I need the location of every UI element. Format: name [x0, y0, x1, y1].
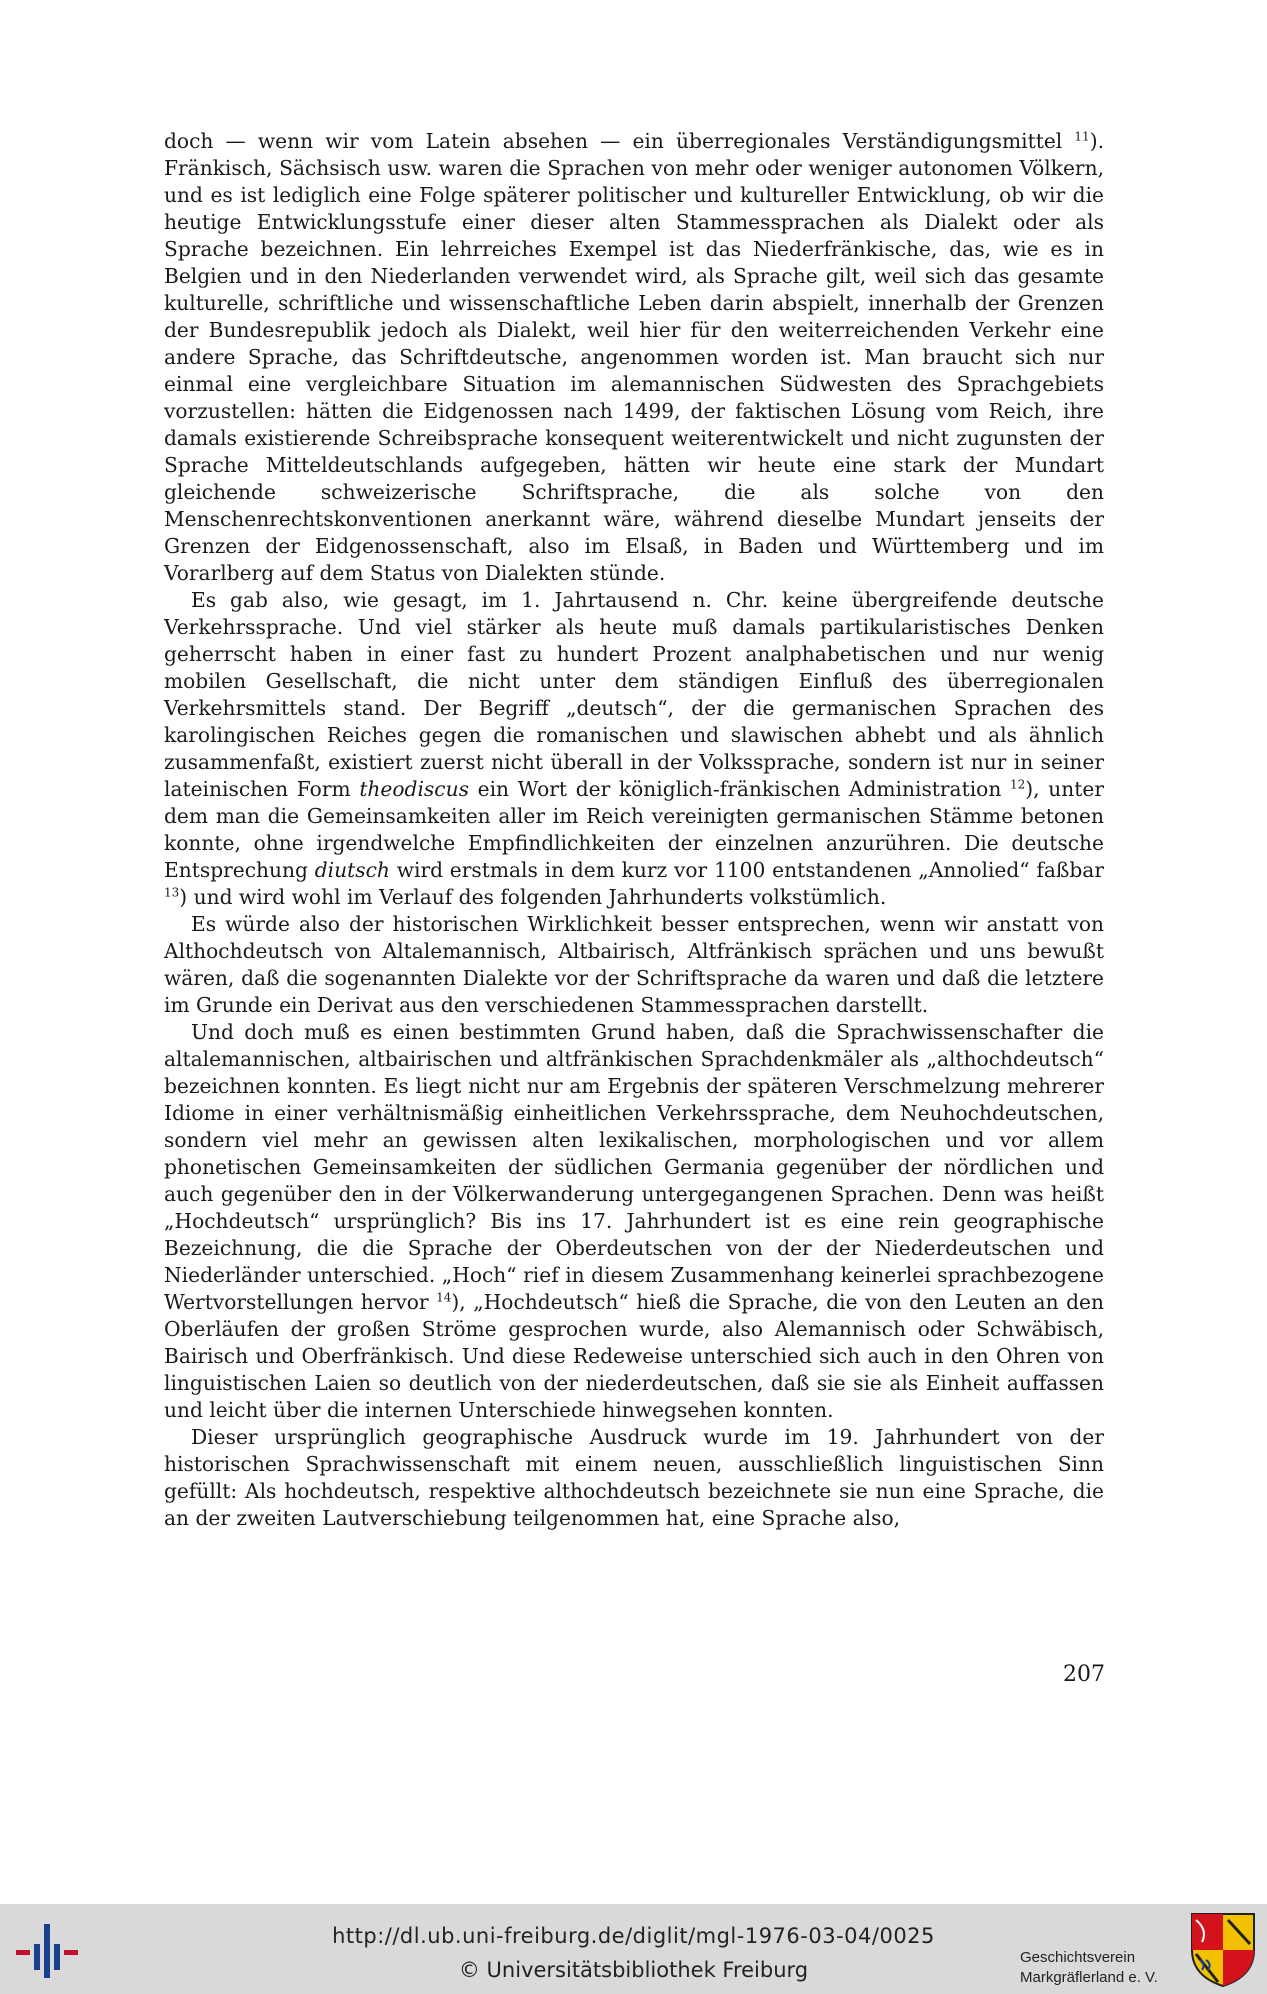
- paragraph: Dieser ursprünglich geographische Ausdruck wurde im 19. Jahrhundert von der historischen Sprachwissenschaft mit einem neuen, ausschließlich linguistischen Sinn gefüllt: Als hochdeutsch, respektive althochdeutsch bezeichnete sie nun eine Sprache, die an der zweiten Lautverschiebung teilgenommen hat, eine Sprache also,: [164, 1425, 1104, 1530]
- society-name-line2: Markgräflerland e. V.: [1020, 1969, 1158, 1986]
- footer-bar: [0, 1904, 1267, 1994]
- page-body: [164, 128, 1104, 1532]
- society-name: [1020, 1948, 1158, 1988]
- paragraph: Und doch muß es einen bestimmten Grund haben, daß die Sprachwissenschafter die altalemannischen, altbairischen und altfränkischen Sprachdenkmäler als „althochdeutsch“ bezeichnen konnten. Es liegt nicht nur am Ergebnis der späteren Verschmelzung mehrerer Idiome in einer verhältnismäßig einheitlichen Verkehrssprache, dem Neuhochdeutschen, sondern viel mehr an gewissen alten lexikalischen, morphologischen und vor allem phonetischen Gemeinsamkeiten der südlichen Germania gegenüber der nördlichen und auch gegenüber den in der Völkerwanderung untergegangenen Sprachen. Denn was heißt „Hochdeutsch“ ursprünglich? Bis ins 17. Jahrhundert ist es eine rein geographische Bezeichnung, die die Sprache der Oberdeutschen von der der Niederdeutschen und Niederländer unterschied. „Hoch“ rief in diesem Zusammenhang keinerlei sprachbezogene Wertvorstellungen hervor $^{14}$), „Hochdeutsch“ hieß die Sprache, die von den Leuten an den Oberläufen der großen Ströme gesprochen wurde, also Alemannisch oder Schwäbisch, Bairisch und Oberfränkisch. Und diese Redeweise unterschied sich auch in den Ohren von linguistischen Laien so deutlich von der niederdeutschen, daß sie sie als Einheit auffassen und leicht über die internen Unterschiede hinwegsehen konnten.: [164, 1020, 1104, 1422]
- coat-of-arms-icon: [1188, 1910, 1258, 1988]
- page-number: 207: [1063, 1662, 1105, 1687]
- paragraph: Es würde also der historischen Wirklichkeit besser entsprechen, wenn wir anstatt von Althochdeutsch von Altalemannisch, Altbairisch, Altfränkisch sprächen und uns bewußt wären, daß die sogenannten Dialekte vor der Schriftsprache da waren und daß die letztere im Grunde ein Derivat aus den verschiedenen Stammessprachen darstellt.: [164, 912, 1104, 1017]
- document-url-link[interactable]: http://dl.ub.uni-freiburg.de/diglit/mgl-1976-03-04/0025: [332, 1924, 935, 1948]
- paragraph: doch — wenn wir vom Latein absehen — ein überregionales Verständigungsmittel $^{11}$). Fränkisch, Sächsisch usw. waren die Sprachen von mehr oder weniger autonomen Völkern, und es ist lediglich eine Folge späterer politischer und kultureller Entwicklung, ob wir die heutige Entwicklungsstufe einer dieser alten Stammessprachen als Dialekt oder als Sprache bezeichnen. Ein lehrreiches Exempel ist das Niederfränkische, das, wie es in Belgien und in den Niederlanden verwendet wird, als Sprache gilt, weil sich das gesamte kulturelle, schriftliche und wissenschaftliche Leben darin abspielt, innerhalb der Grenzen der Bundesrepublik jedoch als Dialekt, weil hier für den weiterreichenden Verkehr eine andere Sprache, das Schriftdeutsche, angenommen worden ist. Man braucht sich nur einmal eine vergleichbare Situation im alemannischen Südwesten des Sprachgebiets vorzustellen: hätten die Eidgenossen nach 1499, der faktischen Lösung vom Reich, ihre damals existierende Schreibsprache konsequent weiterentwickelt und nicht zugunsten der Sprache Mitteldeutschlands aufgegeben, hätten wir heute eine stark der Mundart gleichende schweizerische Schriftsprache, die als solche von den Menschenrechtskonventionen anerkannt wäre, während dieselbe Mundart jenseits der Grenzen der Eidgenossenschaft, also im Elsaß, in Baden und Württemberg und im Vorarlberg auf dem Status von Dialekten stünde.: [164, 129, 1104, 585]
- paragraph: Es gab also, wie gesagt, im 1. Jahrtausend n. Chr. keine übergreifende deutsche Verkehrssprache. Und viel stärker als heute muß damals partikularistisches Denken geherrscht haben in einer fast zu hundert Prozent analphabetischen und nur wenig mobilen Gesellschaft, die nicht unter dem ständigen Einfluß des überregionalen Verkehrsmittels stand. Der Begriff „deutsch“, der die germanischen Sprachen des karolingischen Reiches gegen die romanischen und slawischen abhebt und als ähnlich zusammenfaßt, existiert zuerst nicht überall in der Volkssprache, sondern ist nur in seiner lateinischen Form theodiscus ein Wort der königlich-fränkischen Administration $^{12}$), unter dem man die Gemeinsamkeiten aller im Reich vereinigten germanischen Stämme betonen konnte, ohne irgendwelche Empfindlichkeiten der einzelnen anzurühren. Die deutsche Entsprechung diutsch wird erstmals in dem kurz vor 1100 entstandenen „Annolied“ faßbar $^{13}$) und wird wohl im Verlauf des folgenden Jahrhunderts volkstümlich.: [164, 588, 1104, 909]
- society-name-line1: Geschichtsverein: [1020, 1949, 1136, 1966]
- copyright-text: © Universitätsbibliothek Freiburg: [458, 1958, 809, 1982]
